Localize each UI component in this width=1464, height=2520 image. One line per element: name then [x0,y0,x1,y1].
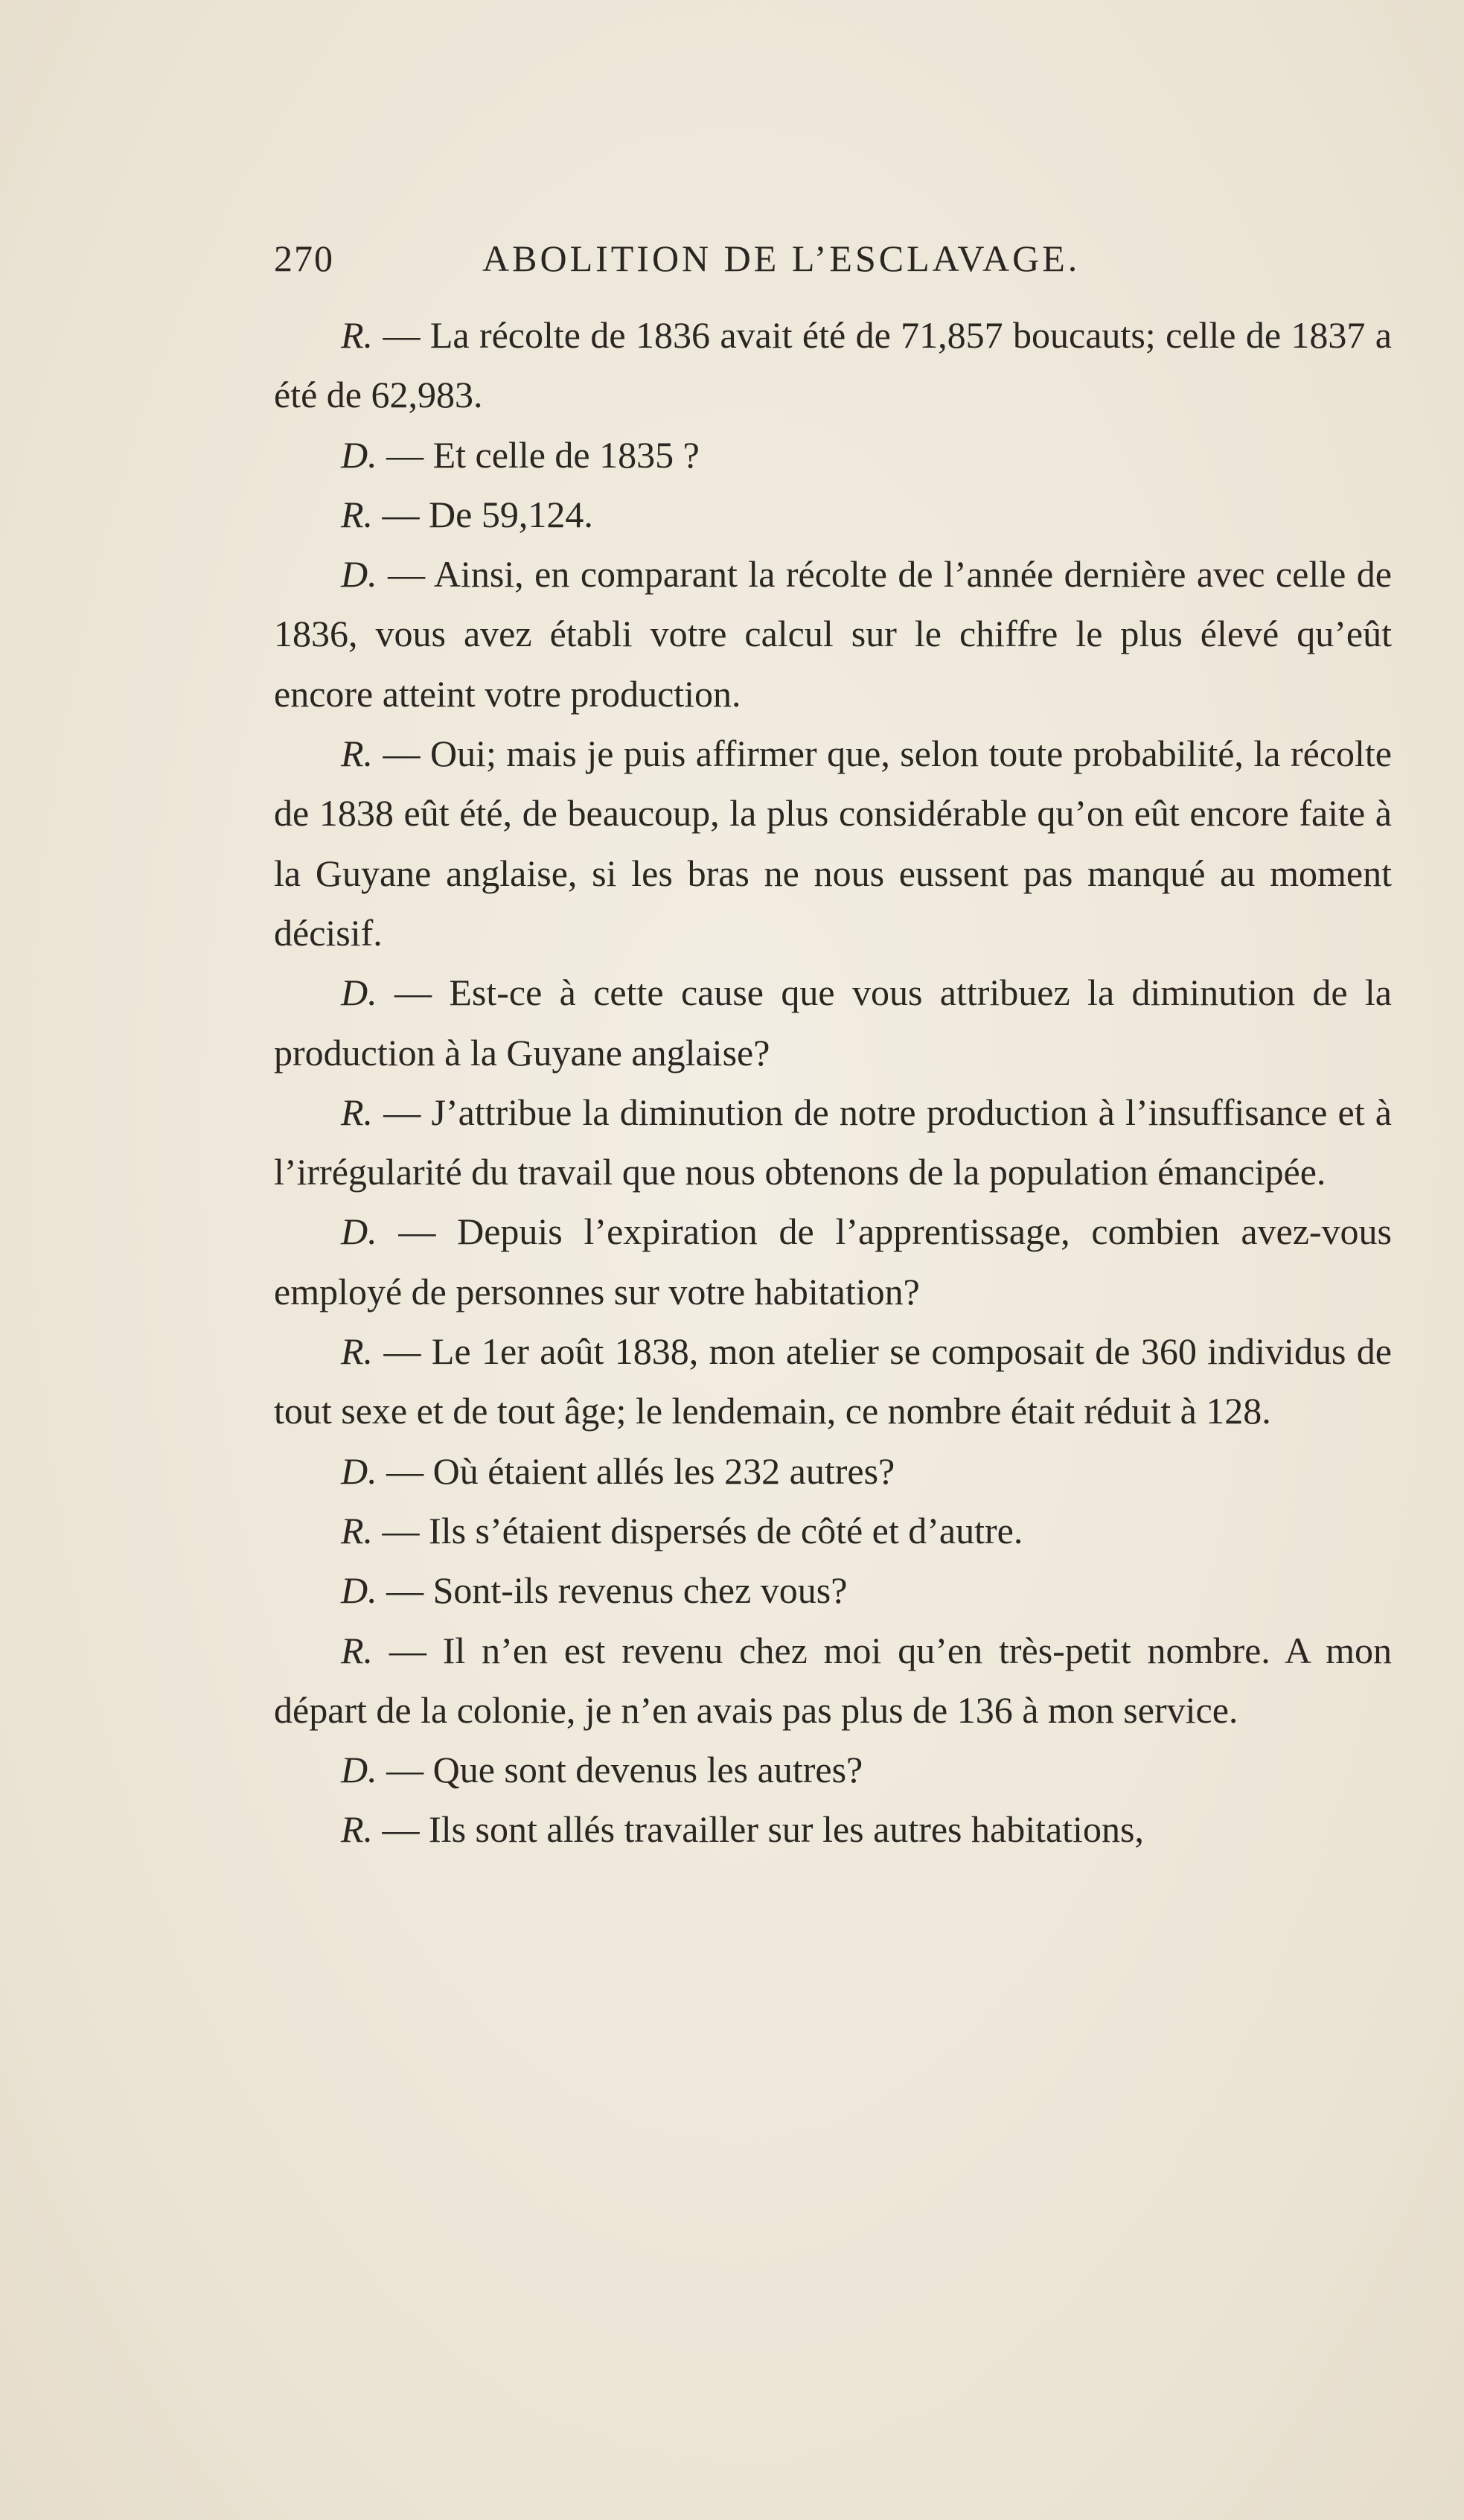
speaker-label: D. [341,1569,377,1612]
speaker-label: R. [341,1091,374,1133]
dialogue-text-run: — Est-ce à cette cause que vous attribuez la diminution de la production à la Guyane anglaise? [274,972,1392,1074]
dialogue-text-run: — Depuis l’expiration de l’apprentissage, combien avez-vous employé de personnes sur votre habitation? [274,1210,1392,1312]
dialogue-text-run: — Ils sont allés travailler sur les autres habitations, [373,1808,1144,1851]
dialogue-paragraph [274,1621,1392,1741]
dialogue-text-run: — Le 1er août 1838, mon atelier se composait de 360 individus de tout sexe et de tout âge; le lendemain, ce nombre était réduit à 128. [274,1330,1392,1432]
dialogue-paragraph [274,425,1392,485]
dialogue-text [274,305,1392,1860]
speaker-label: R. [341,1808,374,1851]
speaker-label: R. [341,493,374,535]
speaker-label: D. [341,553,377,596]
speaker-label: D. [341,1749,377,1791]
dialogue-paragraph [274,1799,1392,1859]
dialogue-paragraph [274,963,1392,1082]
dialogue-text-run: — Ainsi, en comparant la récolte de l’année dernière avec celle de 1836, vous avez établi votre calcul sur le chiffre le plus élevé qu’eût encore atteint votre production. [274,553,1392,715]
speaker-label: R. [341,1509,374,1551]
speaker-label: D. [341,1449,377,1492]
dialogue-paragraph [274,305,1392,425]
dialogue-paragraph [274,544,1392,724]
dialogue-paragraph [274,1321,1392,1441]
dialogue-text-run: — Où étaient allés les 232 autres? [377,1449,895,1492]
dialogue-text-run: — De 59,124. [373,493,593,535]
dialogue-paragraph [274,1560,1392,1620]
dialogue-text-run: — Oui; mais je puis affirmer que, selon toute probabilité, la récolte de 1838 eût été, de beaucoup, la plus considérable qu’on eût encore faite à la Guyane anglaise, si les bras ne nous eussent pas manqué au moment décisif. [274,733,1392,954]
dialogue-paragraph [274,1501,1392,1560]
speaker-label: D. [341,972,377,1014]
dialogue-text-run: — Que sont devenus les autres? [377,1749,863,1791]
dialogue-paragraph [274,1082,1392,1202]
page-number: 270 [274,237,334,279]
speaker-label: R. [341,314,374,356]
dialogue-text-run: — Il n’en est revenu chez moi qu’en très-petit nombre. A mon départ de la colonie, je n’en avais pas plus de 136 à mon service. [274,1629,1392,1731]
speaker-label: R. [341,1629,374,1671]
speaker-label: D. [341,1210,377,1253]
dialogue-paragraph [274,1740,1392,1799]
dialogue-paragraph [274,1441,1392,1501]
speaker-label: D. [341,433,377,476]
dialogue-paragraph [274,1202,1392,1321]
dialogue-text-run: — Ils s’étaient dispersés de côté et d’autre. [373,1509,1023,1551]
speaker-label: R. [341,733,374,775]
speaker-label: R. [341,1330,374,1373]
dialogue-paragraph [274,724,1392,963]
page-header [274,237,1250,281]
dialogue-text-run: — Sont-ils revenus chez vous? [377,1569,848,1612]
dialogue-paragraph [274,485,1392,544]
dialogue-text-run: — La récolte de 1836 avait été de 71,857 boucauts; celle de 1837 a été de 62,983. [274,314,1392,416]
running-title: ABOLITION DE L’ESCLAVAGE. [482,237,1081,279]
dialogue-text-run: — J’attribue la diminution de notre production à l’insuffisance et à l’irrégularité du travail que nous obtenons de la population émancipée. [274,1091,1392,1193]
dialogue-text-run: — Et celle de 1835 ? [377,433,700,476]
